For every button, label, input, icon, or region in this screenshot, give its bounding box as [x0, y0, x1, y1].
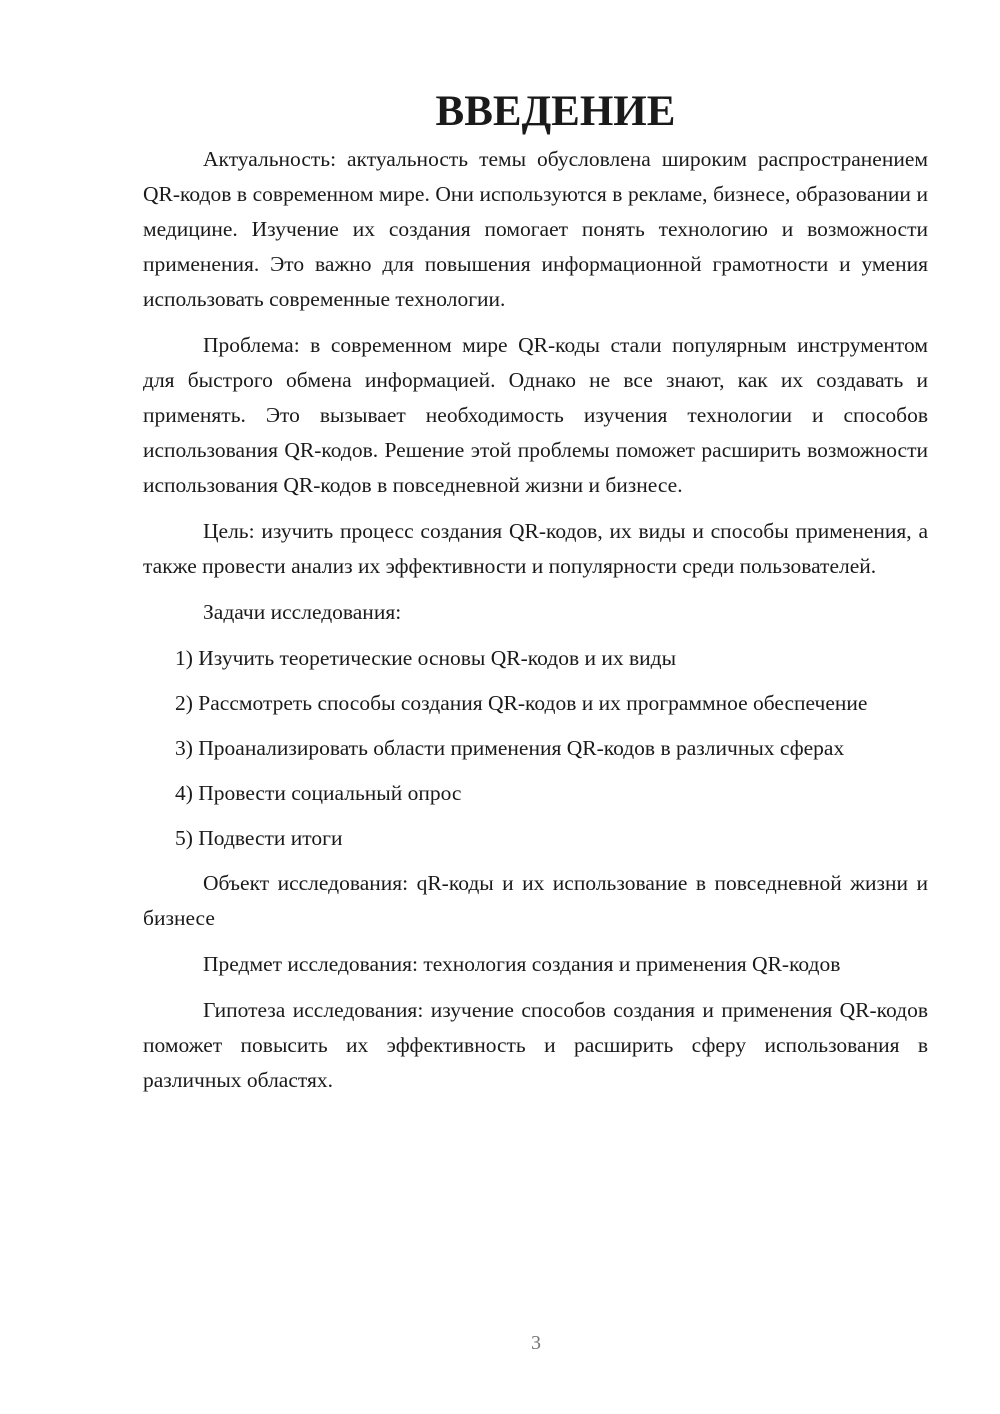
task-item: 3) Проанализировать области применения QR-кодов в различных сферах: [175, 736, 845, 760]
tasks-list: [143, 641, 928, 856]
goal-paragraph: Цель: изучить процесс создания QR-кодов, их виды и способы применения, а также провести анализ их эффективности и популярности среди пользователей.: [143, 519, 928, 578]
page-number: 3: [531, 1332, 541, 1354]
page-title: ВВЕДЕНИЕ: [435, 88, 676, 135]
hypothesis-paragraph: Гипотеза исследования: изучение способов создания и применения QR-кодов поможет повысить их эффективность и расширить сферу использования в различных областях.: [143, 998, 928, 1092]
task-item: 5) Подвести итоги: [175, 826, 343, 850]
problem-paragraph: Проблема: в современном мире QR-коды стали популярным инструментом для быстрого обмена информацией. Однако не все знают, как их создавать и применять. Это вызывает необходимость изучения технологии и способов использования QR-кодов. Решение этой проблемы поможет расширить возможности использования QR-кодов в повседневной жизни и бизнесе.: [143, 333, 928, 497]
document-page: [143, 88, 928, 1109]
task-item: 4) Провести социальный опрос: [175, 781, 462, 805]
task-item: 1) Изучить теоретические основы QR-кодов и их виды: [175, 646, 677, 670]
subject-paragraph: Предмет исследования: технология создания и применения QR-кодов: [203, 952, 841, 976]
tasks-heading: Задачи исследования:: [203, 600, 402, 624]
object-paragraph: Объект исследования: qR-коды и их использование в повседневной жизни и бизнесе: [143, 871, 928, 930]
task-item: 2) Рассмотреть способы создания QR-кодов и их программное обеспечение: [175, 691, 868, 715]
relevance-paragraph: Актуальность: актуальность темы обусловлена широким распространением QR-кодов в современном мире. Они используются в рекламе, бизнесе, образовании и медицине. Изучение их создания помогает понять технологию и возможности применения. Это важно для повышения информационной грамотности и умения использовать современные технологии.: [143, 147, 928, 311]
